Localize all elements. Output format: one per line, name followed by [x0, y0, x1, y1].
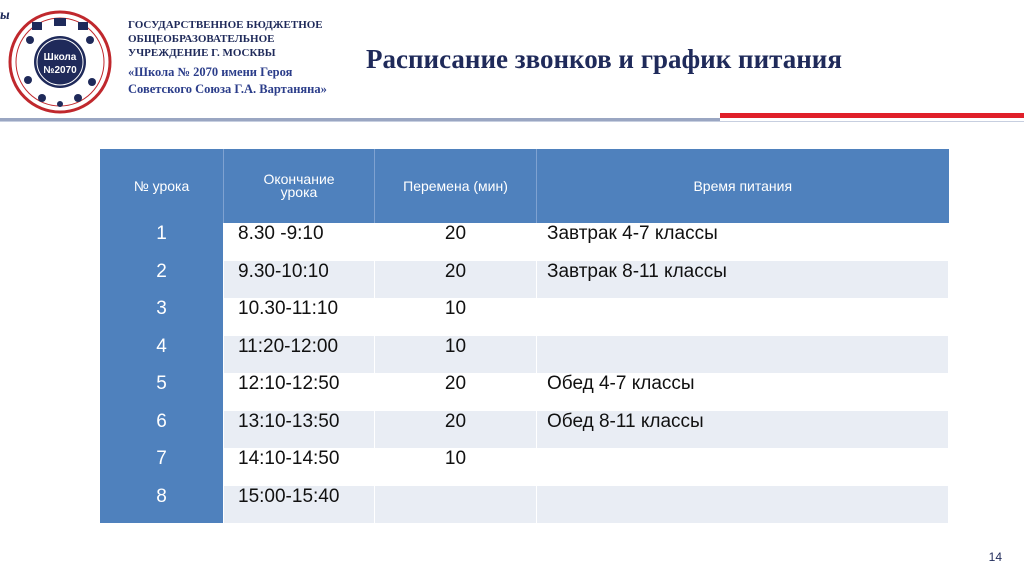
school-name-line-1: «Школа № 2070 имени Героя [128, 65, 293, 79]
header-divider-line [0, 121, 1024, 122]
meal-cell [537, 336, 949, 374]
page-number: 14 [988, 550, 1002, 564]
lesson-number-cell: 4 [100, 336, 224, 374]
table-row [100, 448, 949, 486]
table-header-row [100, 149, 949, 223]
header-lesson-end-line2: урока [280, 184, 318, 200]
table-row [100, 336, 949, 374]
lesson-time-cell: 10.30-11:10 [224, 298, 375, 336]
header-lesson-end-line1: Окончание [263, 171, 335, 187]
org-line-2: ОБЩЕОБРАЗОВАТЕЛЬНОЕ [128, 33, 275, 45]
header-break: Перемена (мин) [375, 149, 537, 223]
meal-cell [537, 486, 949, 524]
meal-cell: Завтрак 8-11 классы [537, 261, 949, 299]
lesson-time-cell: 15:00-15:40 [224, 486, 375, 524]
lesson-number-cell: 2 [100, 261, 224, 299]
lesson-number-cell: 1 [100, 223, 224, 261]
header-lesson-number: № урока [100, 149, 224, 223]
meal-cell: Обед 8-11 классы [537, 411, 949, 449]
table-row [100, 223, 949, 261]
lesson-number-cell: 6 [100, 411, 224, 449]
meal-cell: Обед 4-7 классы [537, 373, 949, 411]
slide-title: Расписание звонков и график питания [366, 44, 842, 74]
table-row [100, 298, 949, 336]
break-cell: 20 [375, 373, 537, 411]
school-name-line-2: Советского Союза Г.А. Вартаняна» [128, 82, 327, 96]
header-divider-red [720, 113, 1024, 118]
lesson-time-cell: 12:10-12:50 [224, 373, 375, 411]
organization-block [128, 18, 368, 98]
org-line-1: ГОСУДАРСТВЕННОЕ БЮДЖЕТНОЕ [128, 19, 323, 31]
meal-cell [537, 298, 949, 336]
lesson-time-cell: 11:20-12:00 [224, 336, 375, 374]
header-lesson-end [224, 149, 375, 223]
logo-text-bottom: №2070 [43, 65, 77, 76]
break-cell: 10 [375, 298, 537, 336]
break-cell: 20 [375, 223, 537, 261]
lesson-number-cell: 3 [100, 298, 224, 336]
school-logo [8, 10, 112, 114]
lesson-time-cell: 14:10-14:50 [224, 448, 375, 486]
table-row [100, 373, 949, 411]
header-meal-time: Время питания [537, 149, 949, 223]
lesson-number-cell: 7 [100, 448, 224, 486]
meal-cell [537, 448, 949, 486]
break-cell: 10 [375, 448, 537, 486]
break-cell: 10 [375, 336, 537, 374]
logo-text-top: Школа [43, 52, 77, 63]
org-line-3: УЧРЕЖДЕНИЕ Г. МОСКВЫ [128, 47, 276, 59]
lesson-number-cell: 8 [100, 486, 224, 524]
table-row [100, 486, 949, 524]
break-cell [375, 486, 537, 524]
lesson-time-cell: 8.30 -9:10 [224, 223, 375, 261]
lesson-number-cell: 5 [100, 373, 224, 411]
meal-cell: Завтрак 4-7 классы [537, 223, 949, 261]
schedule-table [100, 149, 949, 523]
lesson-time-cell: 13:10-13:50 [224, 411, 375, 449]
break-cell: 20 [375, 261, 537, 299]
break-cell: 20 [375, 411, 537, 449]
corner-mark: ы [0, 8, 10, 23]
table-row [100, 261, 949, 299]
table-row [100, 411, 949, 449]
lesson-time-cell: 9.30-10:10 [224, 261, 375, 299]
